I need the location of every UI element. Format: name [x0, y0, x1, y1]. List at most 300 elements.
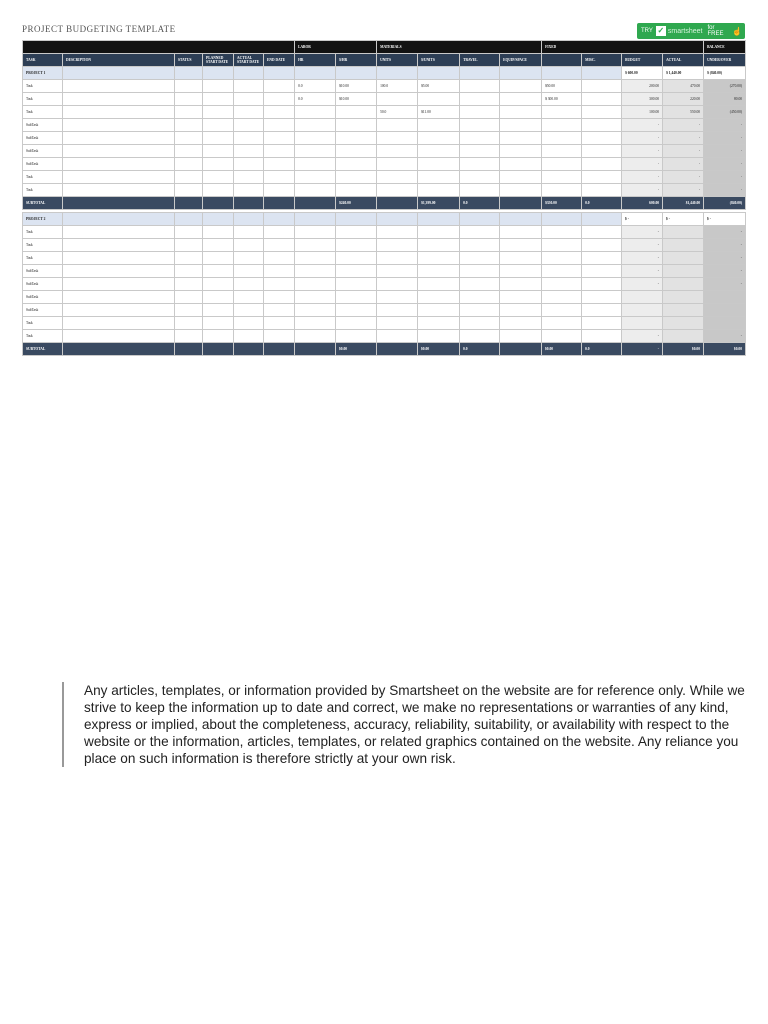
table-cell[interactable] — [175, 145, 203, 158]
project-budget[interactable]: $ 600.00 — [622, 67, 663, 80]
table-cell[interactable] — [418, 213, 460, 226]
table-cell[interactable] — [203, 132, 234, 145]
cell-task[interactable]: Task — [23, 317, 63, 330]
cell-hr[interactable] — [295, 226, 336, 239]
cell-under[interactable]: - — [704, 252, 746, 265]
table-cell[interactable] — [234, 93, 264, 106]
table-cell[interactable] — [175, 239, 203, 252]
table-cell[interactable] — [63, 304, 175, 317]
table-cell[interactable] — [203, 291, 234, 304]
cell-units[interactable]: 100.0 — [377, 80, 418, 93]
cell-units[interactable] — [377, 132, 418, 145]
cell-hr[interactable] — [295, 132, 336, 145]
table-cell[interactable] — [175, 265, 203, 278]
table-cell[interactable] — [460, 291, 500, 304]
cell-units[interactable] — [377, 171, 418, 184]
cell-fixed[interactable] — [542, 184, 582, 197]
cell-budget[interactable]: - — [622, 171, 663, 184]
table-cell[interactable] — [295, 197, 336, 210]
cell-actual[interactable] — [663, 330, 704, 343]
project-under-over[interactable]: $ - — [704, 213, 746, 226]
subtotal-budget[interactable]: 600.00 — [622, 197, 663, 210]
project-label[interactable]: PROJECT 2 — [23, 213, 63, 226]
cell-actual[interactable]: 550.00 — [663, 106, 704, 119]
table-cell[interactable] — [500, 226, 542, 239]
cell-units[interactable] — [377, 93, 418, 106]
table-cell[interactable] — [175, 132, 203, 145]
table-cell[interactable] — [175, 80, 203, 93]
table-cell[interactable] — [460, 106, 500, 119]
cell-task[interactable]: SubTask — [23, 265, 63, 278]
cell-budget[interactable]: - — [622, 119, 663, 132]
table-cell[interactable] — [63, 226, 175, 239]
subtotal-fixed[interactable]: $0.00 — [542, 343, 582, 356]
cell-fixed[interactable] — [542, 239, 582, 252]
cell-rate[interactable] — [336, 330, 377, 343]
cell-budget[interactable]: 300.00 — [622, 93, 663, 106]
cell-units[interactable] — [377, 184, 418, 197]
cell-under[interactable]: - — [704, 171, 746, 184]
table-cell[interactable] — [377, 67, 418, 80]
table-cell[interactable] — [264, 158, 295, 171]
cell-under[interactable]: - — [704, 158, 746, 171]
subtotal-unit_cost[interactable]: $0.00 — [418, 343, 460, 356]
table-cell[interactable] — [234, 226, 264, 239]
cell-under[interactable]: - — [704, 330, 746, 343]
cell-under[interactable]: - — [704, 145, 746, 158]
subtotal-travel[interactable]: 0.0 — [460, 343, 500, 356]
cell-under[interactable]: - — [704, 132, 746, 145]
table-cell[interactable] — [460, 145, 500, 158]
table-cell[interactable] — [203, 343, 234, 356]
table-cell[interactable] — [460, 119, 500, 132]
table-cell[interactable] — [460, 132, 500, 145]
cell-fixed[interactable] — [542, 145, 582, 158]
table-cell[interactable] — [460, 304, 500, 317]
cell-task[interactable]: Task — [23, 239, 63, 252]
table-cell[interactable] — [500, 330, 542, 343]
cell-rate[interactable] — [336, 226, 377, 239]
cell-hr[interactable] — [295, 184, 336, 197]
table-cell[interactable] — [264, 304, 295, 317]
cell-task[interactable]: Task — [23, 252, 63, 265]
cell-actual[interactable] — [663, 252, 704, 265]
table-cell[interactable] — [500, 171, 542, 184]
table-cell[interactable] — [175, 213, 203, 226]
table-cell[interactable] — [500, 252, 542, 265]
table-cell[interactable] — [264, 330, 295, 343]
table-cell[interactable] — [203, 239, 234, 252]
table-cell[interactable] — [460, 239, 500, 252]
cell-rate[interactable] — [336, 265, 377, 278]
table-cell[interactable] — [264, 226, 295, 239]
cell-task[interactable]: SubTask — [23, 304, 63, 317]
table-cell[interactable] — [264, 132, 295, 145]
table-cell[interactable] — [234, 106, 264, 119]
project-label[interactable]: PROJECT 1 — [23, 67, 63, 80]
cell-fixed[interactable] — [542, 278, 582, 291]
cell-actual[interactable]: - — [663, 184, 704, 197]
table-cell[interactable] — [264, 145, 295, 158]
cell-rate[interactable] — [336, 252, 377, 265]
cell-budget[interactable]: - — [622, 226, 663, 239]
project-budget[interactable]: $ - — [622, 213, 663, 226]
subtotal-unit_cost[interactable]: $1,399.00 — [418, 197, 460, 210]
table-cell[interactable] — [460, 67, 500, 80]
table-cell[interactable] — [500, 278, 542, 291]
cell-task[interactable]: Task — [23, 226, 63, 239]
cell-unit_cost[interactable] — [418, 132, 460, 145]
cell-task[interactable]: SubTask — [23, 145, 63, 158]
cell-task[interactable]: SubTask — [23, 132, 63, 145]
cell-actual[interactable] — [663, 304, 704, 317]
table-cell[interactable] — [203, 145, 234, 158]
table-cell[interactable] — [175, 226, 203, 239]
table-cell[interactable] — [63, 343, 175, 356]
table-cell[interactable] — [203, 317, 234, 330]
table-cell[interactable] — [500, 317, 542, 330]
table-cell[interactable] — [264, 252, 295, 265]
table-cell[interactable] — [63, 213, 175, 226]
table-cell[interactable] — [264, 278, 295, 291]
cell-rate[interactable] — [336, 171, 377, 184]
table-cell[interactable] — [500, 106, 542, 119]
table-cell[interactable] — [500, 291, 542, 304]
cell-under[interactable]: - — [704, 239, 746, 252]
table-cell[interactable] — [460, 184, 500, 197]
table-cell[interactable] — [264, 171, 295, 184]
project-actual[interactable]: $ - — [663, 213, 704, 226]
table-cell[interactable] — [582, 171, 622, 184]
cell-hr[interactable] — [295, 145, 336, 158]
cell-units[interactable] — [377, 330, 418, 343]
table-cell[interactable] — [264, 265, 295, 278]
table-cell[interactable] — [63, 239, 175, 252]
cell-actual[interactable]: - — [663, 119, 704, 132]
table-cell[interactable] — [264, 80, 295, 93]
cell-rate[interactable] — [336, 304, 377, 317]
table-cell[interactable] — [234, 265, 264, 278]
cell-units[interactable] — [377, 252, 418, 265]
cell-actual[interactable]: - — [663, 145, 704, 158]
cell-fixed[interactable]: $ 300.00 — [542, 93, 582, 106]
cell-fixed[interactable] — [542, 119, 582, 132]
subtotal-budget[interactable]: - — [622, 343, 663, 356]
table-cell[interactable] — [234, 132, 264, 145]
table-cell[interactable] — [460, 252, 500, 265]
cell-actual[interactable]: - — [663, 158, 704, 171]
table-cell[interactable] — [63, 171, 175, 184]
table-cell[interactable] — [203, 330, 234, 343]
cell-unit_cost[interactable] — [418, 304, 460, 317]
table-cell[interactable] — [500, 158, 542, 171]
table-cell[interactable] — [63, 291, 175, 304]
cell-rate[interactable] — [336, 184, 377, 197]
table-cell[interactable] — [500, 239, 542, 252]
table-cell[interactable] — [234, 184, 264, 197]
cell-unit_cost[interactable]: $5.00 — [418, 80, 460, 93]
cell-actual[interactable] — [663, 317, 704, 330]
cell-units[interactable]: 50.0 — [377, 106, 418, 119]
subtotal-under[interactable]: $0.00 — [704, 343, 746, 356]
table-cell[interactable] — [203, 226, 234, 239]
table-cell[interactable] — [175, 252, 203, 265]
table-cell[interactable] — [203, 197, 234, 210]
cell-budget[interactable]: 100.00 — [622, 106, 663, 119]
table-cell[interactable] — [500, 184, 542, 197]
cell-hr[interactable] — [295, 291, 336, 304]
subtotal-rate[interactable]: $240.00 — [336, 197, 377, 210]
table-cell[interactable] — [63, 67, 175, 80]
table-cell[interactable] — [264, 197, 295, 210]
cell-budget[interactable]: - — [622, 330, 663, 343]
table-cell[interactable] — [63, 106, 175, 119]
table-cell[interactable] — [175, 119, 203, 132]
subtotal-rate[interactable]: $0.00 — [336, 343, 377, 356]
table-cell[interactable] — [336, 213, 377, 226]
cell-units[interactable] — [377, 265, 418, 278]
cell-hr[interactable] — [295, 304, 336, 317]
subtotal-fixed[interactable]: $350.00 — [542, 197, 582, 210]
table-cell[interactable] — [234, 171, 264, 184]
table-cell[interactable] — [295, 67, 336, 80]
table-cell[interactable] — [203, 278, 234, 291]
table-cell[interactable] — [336, 67, 377, 80]
table-cell[interactable] — [234, 158, 264, 171]
table-cell[interactable] — [175, 158, 203, 171]
table-cell[interactable] — [264, 93, 295, 106]
cell-hr[interactable] — [295, 171, 336, 184]
table-cell[interactable] — [500, 343, 542, 356]
cell-budget[interactable]: 200.00 — [622, 80, 663, 93]
table-cell[interactable] — [63, 184, 175, 197]
table-cell[interactable] — [203, 80, 234, 93]
cell-under[interactable] — [704, 304, 746, 317]
cell-hr[interactable] — [295, 265, 336, 278]
cell-unit_cost[interactable] — [418, 252, 460, 265]
cell-hr[interactable]: 0.0 — [295, 93, 336, 106]
cell-task[interactable]: SubTask — [23, 278, 63, 291]
table-cell[interactable] — [63, 317, 175, 330]
table-cell[interactable] — [63, 93, 175, 106]
table-cell[interactable] — [234, 197, 264, 210]
cell-rate[interactable] — [336, 145, 377, 158]
table-cell[interactable] — [582, 265, 622, 278]
table-cell[interactable] — [377, 213, 418, 226]
cell-budget[interactable] — [622, 291, 663, 304]
cell-fixed[interactable] — [542, 226, 582, 239]
table-cell[interactable] — [377, 197, 418, 210]
table-cell[interactable] — [63, 145, 175, 158]
cell-hr[interactable] — [295, 252, 336, 265]
table-cell[interactable] — [582, 158, 622, 171]
table-cell[interactable] — [264, 213, 295, 226]
table-cell[interactable] — [203, 93, 234, 106]
table-cell[interactable] — [460, 158, 500, 171]
cell-rate[interactable]: $10.00 — [336, 80, 377, 93]
table-cell[interactable] — [234, 278, 264, 291]
table-cell[interactable] — [203, 67, 234, 80]
table-cell[interactable] — [175, 184, 203, 197]
table-cell[interactable] — [234, 80, 264, 93]
table-cell[interactable] — [582, 304, 622, 317]
table-cell[interactable] — [203, 119, 234, 132]
table-cell[interactable] — [175, 330, 203, 343]
table-cell[interactable] — [295, 343, 336, 356]
table-cell[interactable] — [175, 304, 203, 317]
table-cell[interactable] — [460, 80, 500, 93]
cell-under[interactable]: - — [704, 226, 746, 239]
cell-budget[interactable]: - — [622, 184, 663, 197]
table-cell[interactable] — [234, 252, 264, 265]
table-cell[interactable] — [500, 80, 542, 93]
table-cell[interactable] — [582, 213, 622, 226]
table-cell[interactable] — [234, 213, 264, 226]
table-cell[interactable] — [234, 67, 264, 80]
subtotal-misc[interactable]: 0.0 — [582, 343, 622, 356]
table-cell[interactable] — [582, 278, 622, 291]
cell-under[interactable] — [704, 291, 746, 304]
cell-budget[interactable]: - — [622, 145, 663, 158]
cell-unit_cost[interactable] — [418, 93, 460, 106]
table-cell[interactable] — [63, 197, 175, 210]
table-cell[interactable] — [234, 145, 264, 158]
table-cell[interactable] — [175, 171, 203, 184]
cell-fixed[interactable] — [542, 171, 582, 184]
table-cell[interactable] — [500, 265, 542, 278]
table-cell[interactable] — [63, 265, 175, 278]
try-smartsheet-button[interactable] — [637, 23, 745, 39]
cell-units[interactable] — [377, 278, 418, 291]
table-cell[interactable] — [582, 330, 622, 343]
cell-fixed[interactable] — [542, 132, 582, 145]
table-cell[interactable] — [63, 252, 175, 265]
cell-actual[interactable] — [663, 265, 704, 278]
table-cell[interactable] — [582, 184, 622, 197]
subtotal-label[interactable]: SUBTOTAL — [23, 343, 63, 356]
cell-hr[interactable] — [295, 239, 336, 252]
table-cell[interactable] — [377, 343, 418, 356]
cell-fixed[interactable]: $50.00 — [542, 80, 582, 93]
table-cell[interactable] — [63, 80, 175, 93]
cell-units[interactable] — [377, 304, 418, 317]
table-cell[interactable] — [264, 239, 295, 252]
cell-budget[interactable]: - — [622, 265, 663, 278]
cell-rate[interactable] — [336, 317, 377, 330]
table-cell[interactable] — [500, 213, 542, 226]
subtotal-under[interactable]: (840.00) — [704, 197, 746, 210]
cell-budget[interactable] — [622, 304, 663, 317]
cell-under[interactable]: (270.00) — [704, 80, 746, 93]
cell-budget[interactable]: - — [622, 278, 663, 291]
table-cell[interactable] — [264, 106, 295, 119]
table-cell[interactable] — [582, 80, 622, 93]
cell-actual[interactable]: 220.00 — [663, 93, 704, 106]
table-cell[interactable] — [175, 317, 203, 330]
cell-budget[interactable]: - — [622, 158, 663, 171]
cell-rate[interactable] — [336, 278, 377, 291]
cell-fixed[interactable] — [542, 265, 582, 278]
table-cell[interactable] — [460, 171, 500, 184]
table-cell[interactable] — [582, 119, 622, 132]
cell-hr[interactable]: 0.0 — [295, 80, 336, 93]
table-cell[interactable] — [175, 67, 203, 80]
table-cell[interactable] — [500, 119, 542, 132]
cell-unit_cost[interactable] — [418, 317, 460, 330]
cell-unit_cost[interactable]: $11.00 — [418, 106, 460, 119]
cell-unit_cost[interactable] — [418, 184, 460, 197]
cell-actual[interactable] — [663, 278, 704, 291]
table-cell[interactable] — [582, 106, 622, 119]
table-cell[interactable] — [264, 317, 295, 330]
cell-under[interactable]: - — [704, 184, 746, 197]
table-cell[interactable] — [175, 106, 203, 119]
cell-rate[interactable] — [336, 291, 377, 304]
cell-rate[interactable] — [336, 132, 377, 145]
cell-fixed[interactable] — [542, 317, 582, 330]
cell-units[interactable] — [377, 119, 418, 132]
cell-under[interactable]: - — [704, 278, 746, 291]
table-cell[interactable] — [264, 291, 295, 304]
project-actual[interactable]: $ 1,440.00 — [663, 67, 704, 80]
table-cell[interactable] — [460, 213, 500, 226]
subtotal-actual[interactable]: $1,440.00 — [663, 197, 704, 210]
cell-unit_cost[interactable] — [418, 278, 460, 291]
table-cell[interactable] — [234, 119, 264, 132]
table-cell[interactable] — [175, 291, 203, 304]
subtotal-label[interactable]: SUBTOTAL — [23, 197, 63, 210]
table-cell[interactable] — [460, 93, 500, 106]
table-cell[interactable] — [500, 304, 542, 317]
table-cell[interactable] — [203, 252, 234, 265]
table-cell[interactable] — [234, 239, 264, 252]
table-cell[interactable] — [63, 158, 175, 171]
cell-units[interactable] — [377, 226, 418, 239]
cell-unit_cost[interactable] — [418, 158, 460, 171]
table-cell[interactable] — [63, 132, 175, 145]
table-cell[interactable] — [542, 213, 582, 226]
table-cell[interactable] — [295, 213, 336, 226]
cell-rate[interactable] — [336, 239, 377, 252]
cell-rate[interactable]: $10.00 — [336, 93, 377, 106]
cell-unit_cost[interactable] — [418, 145, 460, 158]
cell-units[interactable] — [377, 145, 418, 158]
cell-budget[interactable] — [622, 317, 663, 330]
table-cell[interactable] — [460, 330, 500, 343]
table-cell[interactable] — [582, 132, 622, 145]
table-cell[interactable] — [460, 226, 500, 239]
cell-task[interactable]: Task — [23, 80, 63, 93]
cell-unit_cost[interactable] — [418, 239, 460, 252]
table-cell[interactable] — [460, 317, 500, 330]
cell-actual[interactable]: 470.00 — [663, 80, 704, 93]
cell-actual[interactable] — [663, 291, 704, 304]
cell-units[interactable] — [377, 158, 418, 171]
table-cell[interactable] — [63, 278, 175, 291]
cell-task[interactable]: SubTask — [23, 119, 63, 132]
cell-unit_cost[interactable] — [418, 226, 460, 239]
cell-fixed[interactable] — [542, 304, 582, 317]
cell-under[interactable]: (450.00) — [704, 106, 746, 119]
table-cell[interactable] — [582, 317, 622, 330]
cell-unit_cost[interactable] — [418, 119, 460, 132]
cell-under[interactable] — [704, 317, 746, 330]
table-cell[interactable] — [234, 343, 264, 356]
table-cell[interactable] — [63, 330, 175, 343]
cell-under[interactable]: 80.00 — [704, 93, 746, 106]
table-cell[interactable] — [203, 171, 234, 184]
table-cell[interactable] — [203, 304, 234, 317]
